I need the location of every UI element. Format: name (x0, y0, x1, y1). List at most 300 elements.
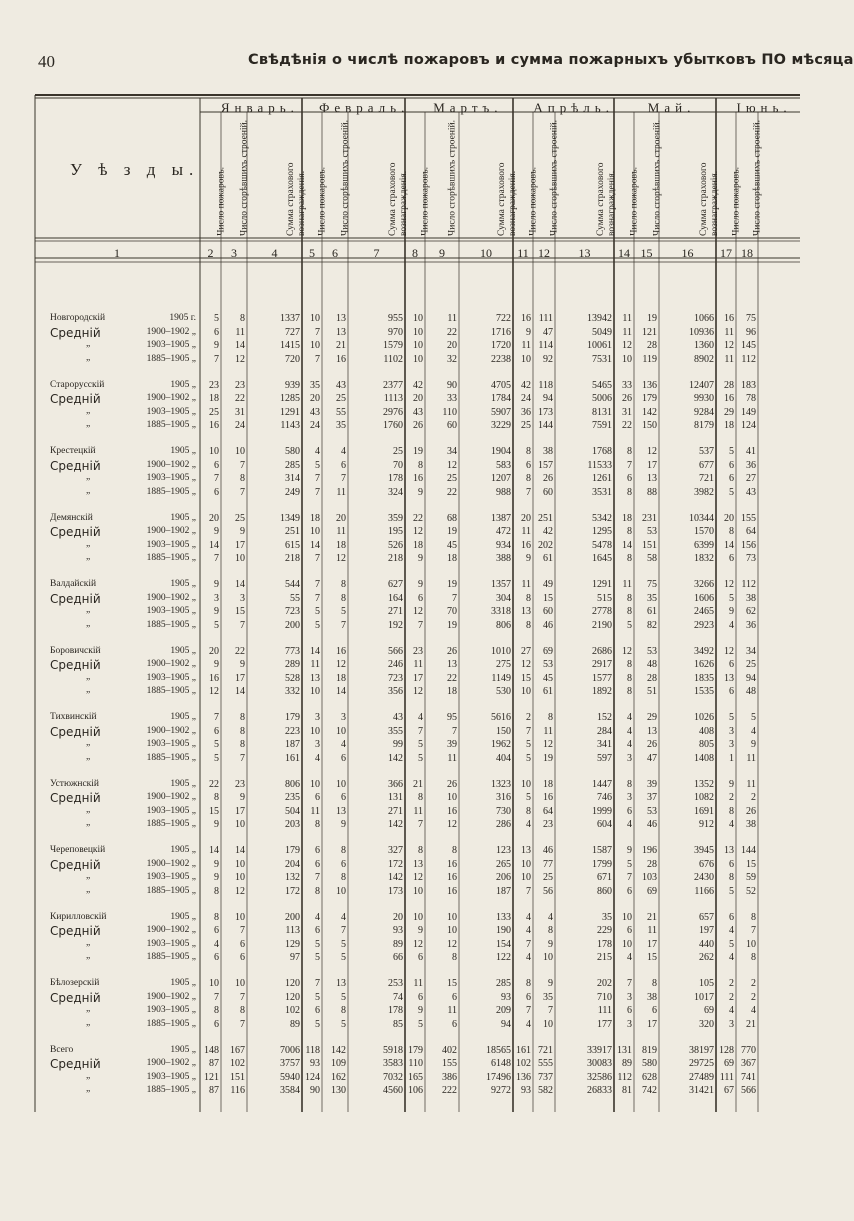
table-cell: 5 (341, 1018, 346, 1030)
table-cell: 12 (543, 739, 553, 751)
table-cell: 7531 (592, 353, 612, 365)
table-cell: 7591 (592, 420, 612, 432)
table-cell: 121 (642, 326, 657, 338)
table-cell: 18 (413, 539, 423, 551)
row-label: Средній (50, 658, 101, 673)
table-cell: 13 (521, 845, 531, 856)
table-cell: 14 (622, 539, 632, 551)
row-label: „ (86, 339, 91, 350)
table-cell: 304 (496, 592, 511, 604)
table-cell: 5 (315, 938, 320, 950)
table-cell: 20 (310, 393, 320, 405)
table-cell: 1626 (694, 659, 714, 671)
table-cell: 178 (388, 1005, 403, 1017)
table-cell: 1799 (592, 858, 612, 870)
table-cell: 5 (341, 952, 346, 964)
table-cell: 285 (496, 978, 511, 989)
table-cell: 15 (447, 978, 457, 989)
table-cell: 60 (543, 486, 553, 498)
table-cell: 580 (642, 1058, 657, 1070)
table-cell: 183 (741, 379, 756, 391)
table-cell: 102 (285, 1005, 300, 1017)
table-cell: 13 (647, 725, 657, 737)
table-cell: 5 (418, 1018, 423, 1030)
row-period: 1900–1902 „ (146, 393, 196, 404)
table-cell: 251 (285, 526, 300, 538)
table-cell: 8 (240, 1005, 245, 1017)
table-cell: 11 (447, 313, 457, 324)
table-cell: 7 (452, 725, 457, 737)
table-cell: 18 (447, 686, 457, 698)
table-cell: 13 (310, 672, 320, 684)
column-number: 2 (207, 246, 214, 260)
column-number: 17 (720, 246, 732, 260)
table-cell: 28 (647, 340, 657, 352)
table-cell: 8 (214, 911, 219, 923)
table-cell: 3 (729, 1018, 734, 1030)
table-cell: 4 (627, 739, 632, 751)
table-cell: 162 (331, 1071, 346, 1083)
table-cell: 1323 (491, 778, 511, 790)
table-cell: 7 (627, 872, 632, 884)
column-label: Число сгорѣвшихъ строеній. (447, 120, 458, 236)
table-cell: 45 (447, 539, 457, 551)
table-cell: 7 (240, 752, 245, 764)
table-cell: 6 (729, 473, 734, 485)
table-cell: 934 (496, 539, 511, 551)
table-cell: 21 (746, 1018, 756, 1030)
table-cell: 7 (240, 991, 245, 1003)
table-cell: 10 (235, 978, 245, 989)
table-cell: 20 (336, 512, 346, 524)
row-period: 1905 „ (170, 845, 196, 855)
table-cell: 8 (627, 778, 632, 790)
table-cell: 52 (746, 885, 756, 897)
table-cell: 43 (413, 406, 423, 418)
row-label: „ (86, 1084, 91, 1095)
table-cell: 8 (548, 925, 553, 937)
table-cell: 275 (496, 659, 511, 671)
table-cell: 773 (285, 645, 300, 657)
table-cell: 43 (393, 712, 403, 723)
table-cell: 246 (388, 659, 403, 671)
table-cell: 69 (724, 1058, 734, 1070)
table-cell: 8 (214, 792, 219, 804)
table-cell: 196 (642, 845, 657, 856)
table-cell: 27 (521, 645, 531, 657)
table-cell: 10 (235, 872, 245, 884)
row-period: 1900–1902 „ (146, 1058, 196, 1069)
table-cell: 10 (310, 340, 320, 352)
table-cell: 8 (452, 845, 457, 856)
page-number: 40 (38, 52, 55, 71)
table-cell: 8 (526, 619, 531, 631)
table-cell: 17 (647, 1018, 657, 1030)
table-cell: 566 (741, 1085, 756, 1097)
table-cell: 7 (214, 712, 219, 723)
column-number: 18 (741, 246, 753, 260)
table-cell: 218 (388, 553, 403, 565)
table-cell: 9 (214, 819, 219, 831)
table-cell: 18 (622, 512, 632, 524)
column-number: 6 (332, 246, 338, 260)
table-cell: 537 (699, 446, 714, 457)
column-label: Число пожаровъ. (629, 167, 640, 236)
table-cell: 582 (538, 1085, 553, 1097)
table-cell: 528 (285, 672, 300, 684)
table-cell: 6 (214, 326, 219, 338)
table-cell: 3 (214, 592, 219, 604)
table-cell: 8 (240, 712, 245, 723)
table-cell: 8 (729, 526, 734, 538)
table-cell: 5 (214, 752, 219, 764)
column-number: 13 (578, 246, 591, 260)
table-cell: 8131 (592, 406, 612, 418)
table-cell: 5 (729, 592, 734, 604)
table-cell: 102 (516, 1058, 531, 1070)
table-cell: 5940 (280, 1071, 300, 1083)
table-cell: 1026 (694, 712, 714, 723)
table-cell: 677 (699, 459, 714, 471)
table-cell: 332 (285, 686, 300, 698)
row-label: „ (86, 804, 91, 815)
table-cell: 62 (746, 606, 756, 618)
table-cell: 154 (496, 938, 511, 950)
table-cell: 720 (285, 353, 300, 365)
table-cell: 11 (413, 659, 423, 671)
uezd-name: Всего (50, 1044, 74, 1055)
table-cell: 12 (209, 686, 219, 698)
column-number: 14 (618, 246, 630, 260)
table-cell: 95 (447, 712, 457, 723)
table-cell: 9 (526, 326, 531, 338)
table-cell: 253 (388, 978, 403, 989)
table-cell: 1207 (491, 473, 511, 485)
table-cell: 161 (516, 1044, 531, 1056)
row-period: 1905 „ (170, 645, 196, 656)
table-cell: 64 (746, 526, 756, 538)
table-cell: 10 (447, 792, 457, 804)
table-cell: 1760 (383, 420, 403, 432)
table-cell: 23 (209, 379, 219, 391)
table-cell: 26 (647, 739, 657, 751)
table-cell: 179 (285, 845, 300, 856)
row-period: 1900–1902 „ (146, 459, 196, 470)
table-cell: 22 (235, 645, 245, 657)
table-cell: 1295 (592, 526, 612, 538)
table-cell: 18 (724, 420, 734, 432)
table-cell: 49 (543, 579, 553, 590)
table-cell: 7 (452, 592, 457, 604)
row-label: „ (86, 405, 91, 416)
table-cell: 4 (627, 712, 632, 723)
table-cell: 235 (285, 792, 300, 804)
table-cell: 4 (526, 925, 531, 937)
table-cell: 34 (746, 645, 756, 657)
table-cell: 24 (521, 393, 531, 405)
column-number: 7 (373, 246, 380, 260)
table-cell: 3229 (491, 420, 511, 432)
month-header: Февраль. (319, 100, 410, 115)
table-cell: 12 (724, 645, 734, 657)
table-cell: 144 (538, 420, 553, 432)
table-cell: 19 (447, 579, 457, 590)
row-label: „ (86, 937, 91, 948)
table-cell: 2 (751, 978, 756, 989)
table-cell: 1010 (491, 645, 511, 657)
table-cell: 16 (336, 353, 346, 365)
table-cell: 32 (447, 353, 457, 365)
table-cell: 6 (341, 792, 346, 804)
table-cell: 10 (310, 686, 320, 698)
table-cell: 723 (388, 672, 403, 684)
table-cell: 4 (751, 725, 756, 737)
table-cell: 7 (214, 991, 219, 1003)
table-cell: 215 (597, 952, 612, 964)
table-cell: 3 (240, 592, 245, 604)
table-cell: 25 (209, 406, 219, 418)
table-cell: 402 (442, 1044, 457, 1056)
table-cell: 6399 (694, 539, 714, 551)
table-cell: 131 (388, 792, 403, 804)
table-cell: 5 (341, 606, 346, 618)
table-cell: 5 (526, 739, 531, 751)
table-cell: 10 (235, 553, 245, 565)
table-cell: 7 (214, 473, 219, 485)
table-cell: 2 (729, 991, 734, 1003)
table-cell: 7 (341, 619, 346, 631)
table-cell: 93 (521, 1085, 531, 1097)
table-cell: 8 (627, 553, 632, 565)
row-label: Средній (50, 791, 101, 806)
table-cell: 4 (526, 819, 531, 831)
table-cell: 165 (408, 1071, 423, 1083)
table-cell: 61 (647, 606, 657, 618)
uezd-name: Череповецкій (50, 845, 106, 855)
table-cell: 179 (285, 712, 300, 723)
table-cell: 36 (746, 459, 756, 471)
row-period: 1885–1905 „ (146, 752, 196, 763)
table-cell: 12 (235, 885, 245, 897)
table-cell: 10 (543, 1018, 553, 1030)
table-cell: 10 (235, 911, 245, 923)
table-cell: 24 (235, 420, 245, 432)
row-label: „ (86, 871, 91, 882)
table-cell: 10 (521, 778, 531, 790)
table-cell: 195 (388, 526, 403, 538)
table-cell: 4 (627, 952, 632, 964)
table-cell: 16 (209, 420, 219, 432)
table-cell: 200 (285, 911, 300, 923)
table-cell: 6 (729, 553, 734, 565)
column-label: Число пожаровъ. (420, 167, 431, 236)
table-cell: 187 (285, 739, 300, 751)
table-cell: 860 (597, 885, 612, 897)
table-cell: 3 (627, 752, 632, 764)
table-cell: 6 (418, 991, 423, 1003)
table-cell: 26833 (587, 1085, 612, 1097)
table-cell: 3266 (694, 579, 714, 590)
row-period: 1905 „ (170, 911, 196, 922)
table-cell: 20 (393, 911, 403, 923)
table-cell: 6 (627, 925, 632, 937)
table-cell: 18 (336, 539, 346, 551)
table-cell: 2430 (694, 872, 714, 884)
table-cell: 939 (285, 379, 300, 391)
table-cell: 1337 (280, 313, 300, 324)
table-cell: 8 (627, 606, 632, 618)
table-cell: 10 (310, 313, 320, 324)
table-cell: 742 (642, 1085, 657, 1097)
table-cell: 19 (543, 752, 553, 764)
table-cell: 12 (521, 659, 531, 671)
table-cell: 627 (388, 579, 403, 590)
table-cell: 7 (240, 459, 245, 471)
table-cell: 113 (285, 925, 300, 937)
row-label: „ (86, 605, 91, 616)
table-cell: 9 (240, 659, 245, 671)
table-cell: 8 (341, 1005, 346, 1017)
table-cell: 17 (235, 672, 245, 684)
table-cell: 14 (235, 340, 245, 352)
table-cell: 4 (341, 739, 346, 751)
table-cell: 5907 (491, 406, 511, 418)
table-cell: 5 (729, 446, 734, 457)
table-cell: 5 (341, 991, 346, 1003)
row-period: 1903–1905 „ (146, 805, 196, 816)
table-cell: 3531 (592, 486, 612, 498)
table-cell: 20 (724, 512, 734, 524)
table-cell: 14 (336, 686, 346, 698)
table-cell: 10 (413, 313, 423, 324)
table-cell: 14 (235, 579, 245, 590)
table-cell: 11 (746, 778, 756, 790)
row-period: 1900–1902 „ (146, 659, 196, 670)
table-cell: 2 (526, 712, 531, 723)
table-cell: 173 (538, 406, 553, 418)
table-cell: 12 (724, 340, 734, 352)
table-cell: 5342 (592, 512, 612, 524)
table-cell: 74 (393, 991, 403, 1003)
table-cell: 1999 (592, 805, 612, 817)
table-cell: 386 (442, 1071, 457, 1083)
table-cell: 77 (543, 858, 553, 870)
row-label: „ (86, 485, 91, 496)
table-cell: 6 (627, 1005, 632, 1017)
table-cell: 9 (418, 553, 423, 565)
table-cell: 284 (597, 725, 612, 737)
table-cell: 5049 (592, 326, 612, 338)
table-cell: 10 (336, 778, 346, 790)
row-label: „ (86, 884, 91, 895)
table-cell: 8 (627, 446, 632, 457)
table-cell: 13 (724, 672, 734, 684)
row-label: Средній (50, 857, 101, 872)
table-cell: 231 (642, 512, 657, 524)
table-cell: 3 (729, 739, 734, 751)
row-label: Средній (50, 724, 101, 739)
row-period: 1900–1902 „ (146, 526, 196, 537)
table-cell: 61 (543, 553, 553, 565)
table-cell: 192 (388, 619, 403, 631)
table-cell: 36 (746, 619, 756, 631)
table-cell: 2190 (592, 619, 612, 631)
table-cell: 3584 (280, 1085, 300, 1097)
table-cell: 8 (548, 712, 553, 723)
table-cell: 60 (447, 420, 457, 432)
table-cell: 11 (336, 526, 346, 538)
table-cell: 9 (548, 938, 553, 950)
table-cell: 2 (751, 792, 756, 804)
table-cell: 4 (627, 725, 632, 737)
table-cell: 6 (214, 725, 219, 737)
row-period: 1903–1905 „ (146, 1005, 196, 1016)
table-cell: 59 (746, 872, 756, 884)
table-cell: 114 (538, 340, 553, 352)
table-cell: 70 (393, 459, 403, 471)
table-cell: 7 (315, 872, 320, 884)
table-cell: 222 (442, 1085, 457, 1097)
table-cell: 1387 (491, 512, 511, 524)
table-cell: 27 (746, 473, 756, 485)
table-cell: 9 (751, 739, 756, 751)
row-period: 1900–1902 „ (146, 792, 196, 803)
table-cell: 8 (751, 952, 756, 964)
table-cell: 7 (315, 473, 320, 485)
table-cell: 583 (496, 459, 511, 471)
table-cell: 96 (746, 326, 756, 338)
table-cell: 6 (652, 1005, 657, 1017)
row-period: 1885–1905 „ (146, 885, 196, 896)
table-cell: 8 (729, 872, 734, 884)
row-label: „ (86, 1017, 91, 1028)
table-cell: 109 (331, 1058, 346, 1070)
table-cell: 28 (647, 672, 657, 684)
table-cell: 5478 (592, 539, 612, 551)
table-cell: 7 (548, 1005, 553, 1017)
table-cell: 7 (627, 978, 632, 989)
table-cell: 285 (285, 459, 300, 471)
table-cell: 142 (388, 752, 403, 764)
table-cell: 10 (209, 978, 219, 989)
column-number: 15 (640, 246, 653, 260)
table-cell: 10 (447, 911, 457, 923)
column-label: Сумма страхового вознагражденія. (285, 162, 307, 236)
table-cell: 48 (647, 659, 657, 671)
table-cell: 1447 (592, 778, 612, 790)
table-cell: 806 (496, 619, 511, 631)
table-cell: 2 (729, 978, 734, 989)
column-number: 4 (271, 246, 278, 260)
table-cell: 504 (285, 805, 300, 817)
column-label: Сумма страхового вознагражденія. (387, 162, 409, 236)
table-cell: 10936 (689, 326, 714, 338)
table-cell: 29 (647, 712, 657, 723)
table-cell: 10 (447, 925, 457, 937)
table-cell: 6 (315, 792, 320, 804)
table-cell: 7 (315, 326, 320, 338)
table-cell: 722 (496, 313, 511, 324)
table-cell: 1113 (383, 393, 403, 405)
table-cell: 8 (452, 952, 457, 964)
table-cell: 6 (315, 858, 320, 870)
table-cell: 11 (622, 579, 632, 590)
table-cell: 566 (388, 645, 403, 657)
table-cell: 8 (418, 792, 423, 804)
table-cell: 555 (538, 1058, 553, 1070)
table-cell: 9 (418, 1005, 423, 1017)
table-cell: 4 (729, 925, 734, 937)
